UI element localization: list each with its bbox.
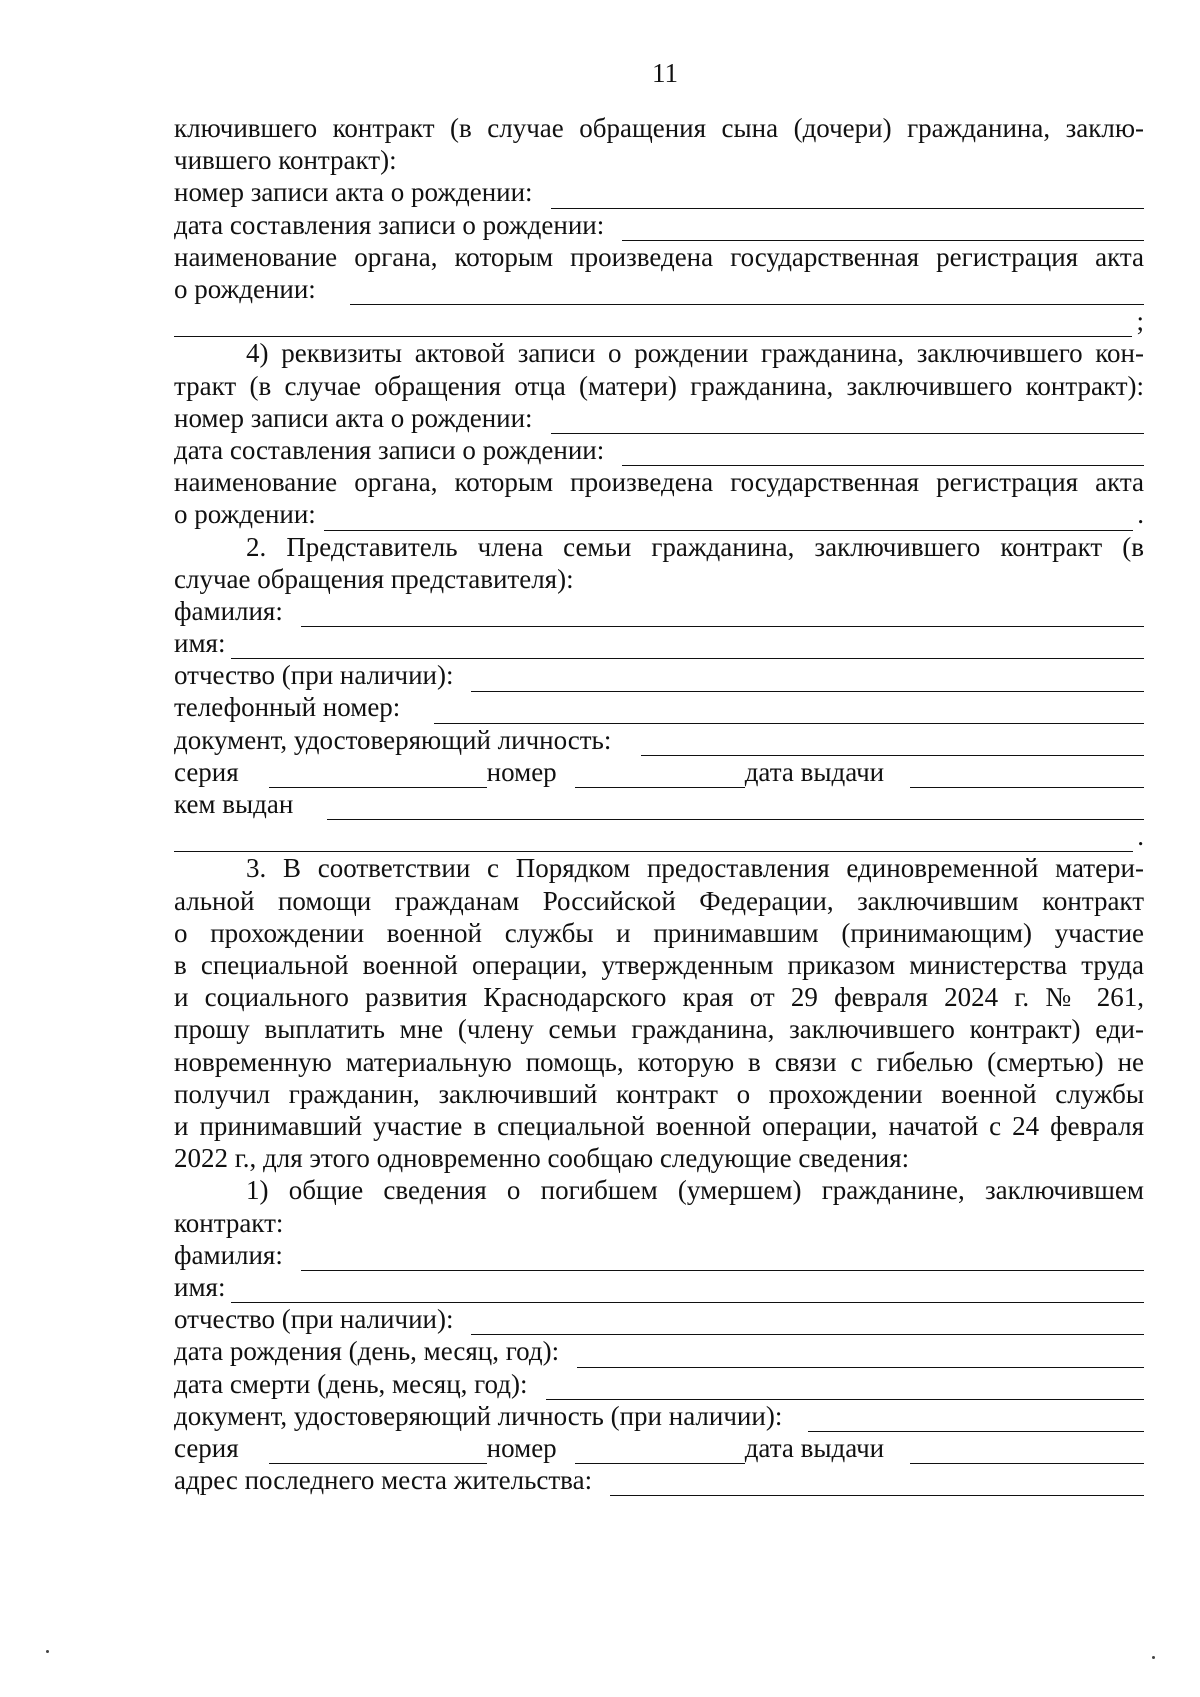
paragraph-line: 4) реквизиты актовой записи о рождении гражданина, заключившего кон- [246, 338, 1144, 369]
field-label: кем выдан [174, 789, 294, 820]
field-label: дата составления записи о рождении: [174, 209, 605, 240]
deceased-name-row [174, 1271, 1144, 1303]
rep-issue-date-field[interactable] [910, 763, 1144, 788]
period: . [1137, 821, 1144, 852]
citizen-registration-authority-field[interactable] [324, 506, 1133, 531]
birth-record-number-row [174, 176, 1144, 208]
scan-speck [1152, 1656, 1155, 1659]
scan-speck [46, 1650, 49, 1653]
paragraph-line: альной помощи гражданам Российской Федерации, заключившим контракт [174, 885, 1144, 916]
deceased-id-doc-row [174, 1400, 1144, 1432]
rep-surname-row [174, 595, 1144, 627]
field-label: фамилия: [174, 595, 283, 626]
deceased-death-date-row [174, 1368, 1144, 1400]
field-label: наименование органа, которым произведена государственная регистрация акта [174, 241, 1144, 272]
field-label: о рождении: [174, 499, 316, 530]
rep-phone-row [174, 692, 1144, 724]
rep-name-field[interactable] [231, 634, 1144, 659]
paragraph-line: получил гражданин, заключивший контракт о прохождении военной службы [174, 1078, 1144, 1109]
field-label: номер [486, 1432, 557, 1463]
period: . [1137, 499, 1144, 530]
deceased-name-field[interactable] [231, 1278, 1144, 1303]
field-label: документ, удостоверяющий личность: [174, 724, 612, 755]
field-label: дата рождения (день, месяц, год): [174, 1336, 560, 1367]
field-label: серия [174, 756, 239, 787]
deceased-id-doc-field[interactable] [808, 1407, 1144, 1432]
citizen-birth-record-date-field[interactable] [622, 441, 1144, 466]
paragraph-line: тракт (в случае обращения отца (матери) гражданина, заключившего контракт): [174, 370, 1144, 401]
deceased-passport-row [174, 1432, 1144, 1464]
subsection-heading: 1) общие сведения о погибшем (умершем) гражданине, заключившем [246, 1175, 1144, 1206]
rep-issued-by-field[interactable] [327, 795, 1144, 820]
field-label: дата выдачи [744, 1432, 885, 1463]
field-label: серия [174, 1432, 239, 1463]
field-label: фамилия: [174, 1239, 283, 1270]
rep-patronymic-row [174, 659, 1144, 691]
paragraph-line: в специальной военной операции, утвержденным приказом министерства труда [174, 950, 1144, 981]
rep-id-doc-row [174, 724, 1144, 756]
field-label: имя: [174, 628, 226, 659]
rep-issued-by-row [174, 788, 1144, 820]
field-label: номер [486, 756, 557, 787]
rep-passport-row [174, 756, 1144, 788]
registration-authority-field[interactable] [350, 280, 1144, 305]
rep-issued-by-row-2 [174, 820, 1144, 852]
rep-number-field[interactable] [575, 763, 745, 788]
rep-series-field[interactable] [269, 763, 487, 788]
registration-authority-row-2 [174, 305, 1144, 337]
paragraph-line: прошу выплатить мне (члену семьи гражданина, заключившего контракт) еди- [174, 1014, 1144, 1045]
paragraph-line: ключившего контракт (в случае обращения сына (дочери) гражданина, заклю- [174, 113, 1144, 143]
field-label: имя: [174, 1272, 226, 1303]
field-label: отчество (при наличии): [174, 660, 454, 691]
field-label: о рождении: [174, 273, 316, 304]
citizen-registration-authority-row [174, 498, 1144, 530]
deceased-birth-date-row [174, 1335, 1144, 1367]
rep-id-doc-field[interactable] [641, 731, 1144, 756]
field-label: документ, удостоверяющий личность (при наличии): [174, 1400, 783, 1431]
rep-issued-by-field-2[interactable] [174, 827, 1133, 852]
birth-record-date-row [174, 209, 1144, 241]
rep-patronymic-field[interactable] [471, 667, 1144, 692]
paragraph-line: чившего контракт): [174, 145, 397, 176]
citizen-birth-record-number-row [174, 402, 1144, 434]
field-label: отчество (при наличии): [174, 1304, 454, 1335]
field-label: номер записи акта о рождении: [174, 402, 533, 433]
field-label: адрес последнего места жительства: [174, 1465, 593, 1496]
deceased-address-field[interactable] [610, 1471, 1144, 1496]
deceased-issue-date-field[interactable] [910, 1439, 1144, 1464]
deceased-surname-field[interactable] [301, 1246, 1144, 1271]
paragraph-line: контракт: [174, 1207, 284, 1238]
registration-authority-field-2[interactable] [174, 312, 1132, 337]
deceased-death-date-field[interactable] [546, 1375, 1144, 1400]
section-heading: 2. Представитель члена семьи гражданина, заключившего контракт (в [246, 531, 1144, 562]
page-number: 11 [652, 58, 678, 88]
birth-record-number-field[interactable] [551, 184, 1144, 209]
rep-surname-field[interactable] [301, 602, 1144, 627]
deceased-patronymic-field[interactable] [471, 1310, 1144, 1335]
deceased-patronymic-row [174, 1303, 1144, 1335]
paragraph-line: случае обращения представителя): [174, 563, 574, 594]
semicolon: ; [1136, 306, 1144, 337]
rep-phone-field[interactable] [434, 699, 1144, 724]
birth-record-date-field[interactable] [622, 216, 1144, 241]
paragraph-line: и принимавший участие в специальной военной операции, начатой с 24 февраля [174, 1111, 1144, 1142]
deceased-series-field[interactable] [269, 1439, 487, 1464]
field-label: дата смерти (день, месяц, год): [174, 1368, 528, 1399]
field-label: номер записи акта о рождении: [174, 177, 533, 208]
field-label: дата составления записи о рождении: [174, 434, 605, 465]
deceased-number-field[interactable] [575, 1439, 745, 1464]
paragraph-line: 3. В соответствии с Порядком предоставления единовременной матери- [246, 853, 1144, 884]
deceased-surname-row [174, 1239, 1144, 1271]
citizen-birth-record-number-field[interactable] [551, 409, 1144, 434]
citizen-birth-record-date-row [174, 434, 1144, 466]
field-label: телефонный номер: [174, 692, 401, 723]
rep-name-row [174, 627, 1144, 659]
registration-authority-row [174, 273, 1144, 305]
paragraph-line: 2022 г., для этого одновременно сообщаю следующие сведения: [174, 1143, 910, 1174]
field-label: дата выдачи [744, 756, 885, 787]
paragraph-line: о прохождении военной службы и принимавшим (принимающим) участие [174, 917, 1144, 948]
paragraph-line: и социального развития Краснодарского края от 29 февраля 2024 г. № 261, [174, 982, 1144, 1013]
paragraph-line: новременную материальную помощь, которую в связи с гибелью (смертью) не [174, 1046, 1144, 1077]
deceased-birth-date-field[interactable] [577, 1343, 1144, 1368]
field-label: наименование органа, которым произведена государственная регистрация акта [174, 467, 1144, 498]
deceased-address-row [174, 1464, 1144, 1496]
form-body [174, 112, 1144, 1496]
